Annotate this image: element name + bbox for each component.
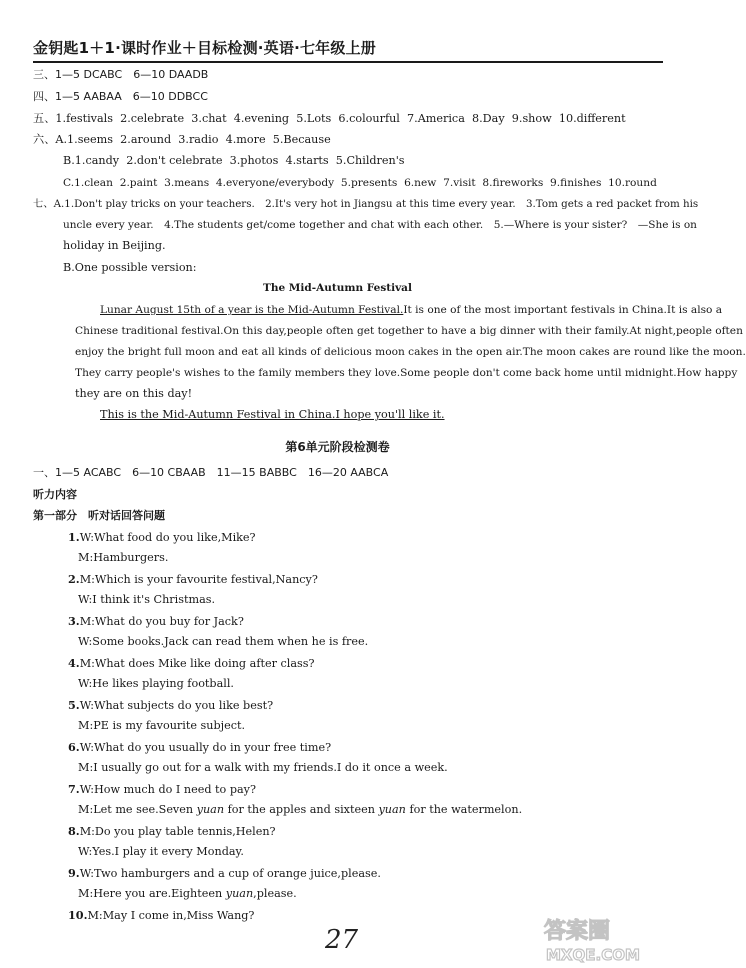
dialogue-line: W:Two hamburgers and a cup of orange juice,please.	[79, 867, 381, 880]
dialogue-question	[68, 866, 381, 881]
s6c-item: 4.everyone/everybody	[215, 177, 335, 189]
watermark-line-1: 答案圈	[544, 919, 611, 944]
s6c-item: 9.finishes	[550, 177, 602, 189]
yuan-italic: yuan	[196, 803, 225, 816]
dialogue-number: 4.	[68, 656, 80, 670]
answer-line-s4: 四、1—5 AABAA 6—10 DDBCC	[33, 90, 208, 103]
s5-item: 7.America	[407, 112, 465, 125]
dialogue-question	[68, 908, 254, 923]
essay-underlined-sentence: Lunar August 15th of a year is the Mid-Autumn Festival.	[100, 304, 404, 316]
s6b-item: 5.Children's	[335, 154, 405, 167]
essay-title: The Mid-Autumn Festival	[263, 282, 412, 294]
dialogue-question	[68, 530, 256, 545]
dialogue-text: M:Let me see.Seven	[78, 803, 197, 816]
essay-closing-sentence: This is the Mid-Autumn Festival in China.I hope you'll like it.	[100, 408, 445, 421]
s6c-item: 8.fireworks	[482, 177, 544, 189]
dialogue-number: 1.	[68, 530, 80, 544]
page-header: 金钥匙1＋1·课时作业＋目标检测·英语·七年级上册	[33, 39, 376, 57]
dialogue-number: 7.	[68, 782, 80, 796]
dialogue-question	[68, 824, 276, 839]
s6c-item: 10.round	[608, 177, 657, 189]
dialogue-number: 2.	[68, 572, 80, 586]
s5-item: 1.festivals	[55, 112, 113, 125]
dialogue-line: M:Which is your favourite festival,Nancy?	[79, 573, 318, 586]
dialogue-question	[68, 698, 273, 713]
dialogue-line: W:How much do I need to pay?	[79, 783, 256, 796]
header-rule	[33, 61, 663, 63]
s6a-item: 5.Because	[272, 133, 331, 146]
s6b-item: 4.starts	[285, 154, 329, 167]
dialogue-question	[68, 572, 318, 587]
s5-item: 5.Lots	[296, 112, 332, 125]
s6c-item: 1.clean	[74, 177, 113, 189]
dialogue-answer: M:PE is my favourite subject.	[78, 719, 246, 732]
dialogue-line: M:Do you play table tennis,Helen?	[79, 825, 276, 838]
s6b-label: B.	[63, 154, 75, 167]
dialogue-question	[68, 614, 244, 629]
dialogue-number: 6.	[68, 740, 80, 754]
dialogue-answer: W:Some books.Jack can read them when he is free.	[78, 635, 369, 648]
answer-line-s6b	[63, 154, 405, 168]
s6c-item: 6.new	[404, 177, 437, 189]
s6c-item: 7.visit	[443, 177, 476, 189]
s7-b-label: B.One possible version:	[63, 261, 197, 274]
dialogue-line: M:What do you buy for Jack?	[79, 615, 244, 628]
unit6-answers: 一、1—5 ACABC 6—10 CBAAB 11—15 BABBC 16—20 AABCA	[33, 466, 389, 479]
listening-title: 听力内容	[33, 488, 77, 501]
dialogue-answer: M:I usually go out for a walk with my friends.I do it once a week.	[78, 761, 448, 774]
essay-line-1	[100, 303, 722, 317]
s7-line-3: holiday in Beijing.	[63, 239, 166, 252]
s5-item: 10.different	[558, 112, 626, 125]
answer-line-s5	[33, 112, 626, 126]
essay-line-5: they are on this day!	[75, 387, 193, 400]
dialogue-line: W:What subjects do you like best?	[79, 699, 274, 712]
dialogue-answer	[78, 803, 522, 817]
dialogue-question	[68, 740, 331, 755]
essay-line-2: Chinese traditional festival.On this day,people often get together to have a big dinner with their family.At night,people often	[75, 325, 743, 337]
s5-item: 6.colourful	[338, 112, 400, 125]
s6a-label: 六、A.	[33, 133, 68, 146]
s6c-item: 3.means	[164, 177, 210, 189]
page-number: 27	[325, 925, 359, 955]
dialogue-text: ,please.	[253, 887, 297, 900]
s5-item: 2.celebrate	[120, 112, 185, 125]
part1-title: 第一部分 听对话回答问题	[33, 509, 165, 522]
s7-line-2: uncle every year. 4.The students get/come together and chat with each other. 5.—Where is your sister? —She is on	[63, 219, 697, 231]
s6c-item: 5.presents	[340, 177, 398, 189]
watermark-line-2: MXQE.COM	[546, 946, 640, 964]
yuan-italic: yuan	[225, 887, 254, 900]
dialogue-line: M:May I come in,Miss Wang?	[87, 909, 255, 922]
watermark-logo	[538, 912, 666, 964]
dialogue-number: 9.	[68, 866, 80, 880]
dialogue-text: M:Here you are.Eighteen	[78, 887, 226, 900]
answer-line-s6a	[33, 133, 331, 147]
dialogue-line: M:What does Mike like doing after class?	[79, 657, 315, 670]
s6b-item: 3.photos	[229, 154, 279, 167]
dialogue-question	[68, 782, 256, 797]
dialogue-text: for the apples and sixteen	[224, 803, 379, 816]
s6b-item: 1.candy	[74, 154, 120, 167]
s6a-item: 3.radio	[178, 133, 219, 146]
essay-line-4: They carry people's wishes to the family members they love.Some people don't come back home until midnight.How happy	[75, 367, 738, 379]
dialogue-text: for the watermelon.	[405, 803, 523, 816]
s6b-item: 2.don't celebrate	[126, 154, 223, 167]
dialogue-number: 3.	[68, 614, 80, 628]
dialogue-number: 8.	[68, 824, 80, 838]
dialogue-line: W:What food do you like,Mike?	[79, 531, 256, 544]
answer-line-s3: 三、1—5 DCABC 6—10 DAADB	[33, 68, 209, 81]
dialogue-answer	[78, 887, 297, 901]
answer-line-s6c	[63, 176, 657, 190]
s6c-label: C.	[63, 177, 75, 189]
s6c-item: 2.paint	[119, 177, 158, 189]
essay-line-3: enjoy the bright full moon and eat all kinds of delicious moon cakes in the open air.The moon cakes are round like the moon.	[75, 346, 746, 358]
dialogue-line: W:What do you usually do in your free time?	[79, 741, 332, 754]
essay-text: It is one of the most important festivals in China.It is also a	[403, 304, 723, 316]
s5-item: 8.Day	[472, 112, 505, 125]
s5-item: 9.show	[511, 112, 552, 125]
s5-label: 五、	[33, 112, 56, 125]
yuan-italic: yuan	[378, 803, 406, 816]
dialogue-question	[68, 656, 314, 671]
s6a-item: 4.more	[225, 133, 266, 146]
unit6-title: 第6单元阶段检测卷	[285, 440, 390, 454]
dialogue-answer: W:He likes playing football.	[78, 677, 234, 690]
dialogue-number: 5.	[68, 698, 80, 712]
s7-line-1: 七、A.1.Don't play tricks on your teachers. 2.It's very hot in Jiangsu at this time every year. 3.Tom gets a red packet from his	[33, 198, 699, 210]
s5-item: 3.chat	[191, 112, 227, 125]
s6a-item: 1.seems	[67, 133, 114, 146]
dialogue-answer: M:Hamburgers.	[78, 551, 169, 564]
s6a-item: 2.around	[120, 133, 172, 146]
dialogue-answer: W:Yes.I play it every Monday.	[78, 845, 244, 858]
s5-item: 4.evening	[233, 112, 290, 125]
dialogue-answer: W:I think it's Christmas.	[78, 593, 216, 606]
dialogue-number: 10.	[68, 908, 88, 922]
